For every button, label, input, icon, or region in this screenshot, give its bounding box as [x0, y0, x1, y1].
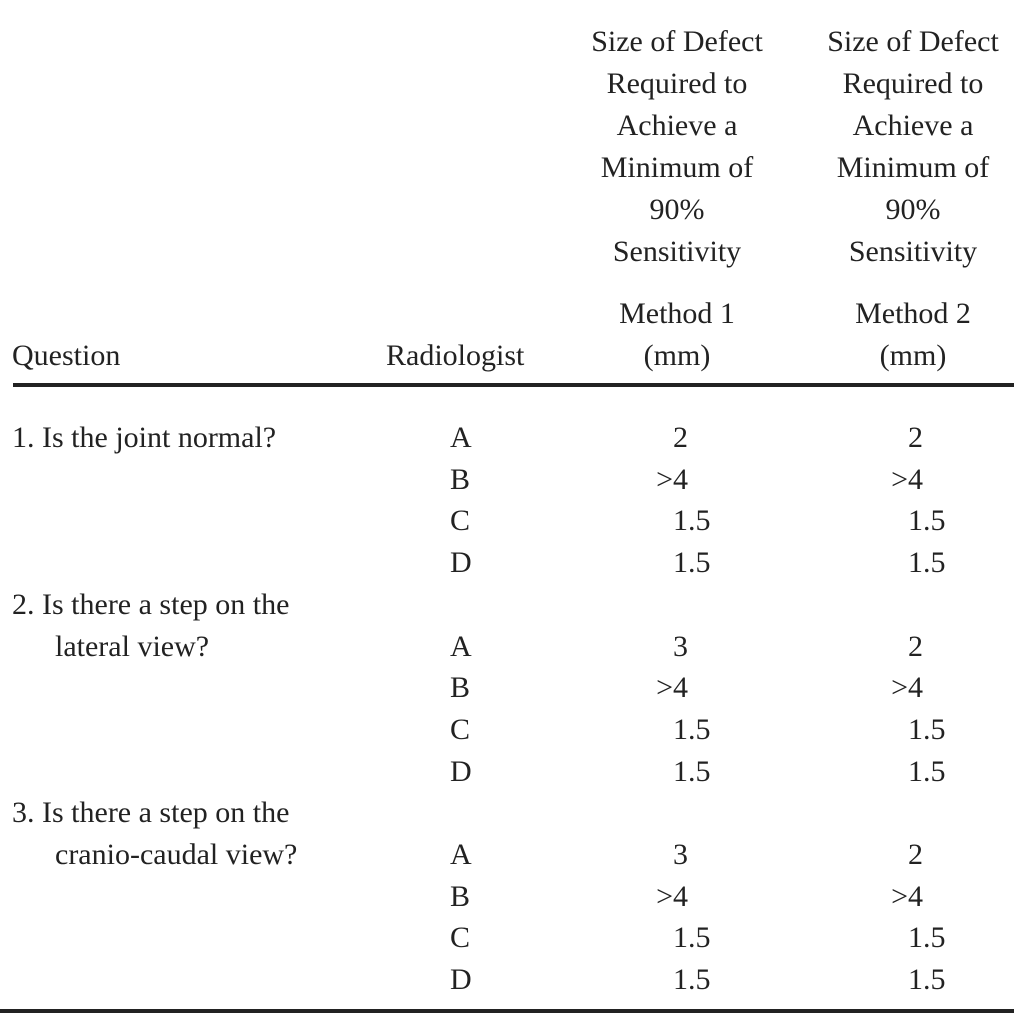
method1-value: 1.5 — [673, 504, 711, 538]
radiologist-cell: C — [450, 504, 471, 538]
method1-value: >4 — [656, 671, 688, 705]
method1-header-line: (mm) — [643, 339, 711, 372]
method1-value: >4 — [656, 462, 688, 496]
method1-group-header-line: Minimum of — [600, 151, 754, 184]
method2-value: >4 — [891, 462, 923, 496]
method2-value: 1.5 — [908, 963, 946, 997]
method1-group-header-line: 90% — [649, 193, 705, 226]
radiologist-cell: A — [450, 629, 472, 663]
method2-value: >4 — [891, 671, 923, 705]
method1-group-header-line: Achieve a — [616, 109, 738, 142]
question-text: lateral view? — [55, 629, 210, 663]
question-text: 1. Is the joint normal? — [12, 421, 277, 454]
method1-group-header-line: Sensitivity — [612, 235, 742, 268]
method2-group-header-line: Size of Defect — [827, 25, 999, 58]
method1-group-header-line: Size of Defect — [591, 25, 763, 58]
method1-value: 1.5 — [673, 546, 711, 580]
method1-value: 2 — [673, 421, 688, 454]
method1-value: 1.5 — [673, 712, 711, 746]
method2-value: 1.5 — [908, 546, 946, 580]
radiologist-cell: D — [450, 754, 472, 788]
radiologist-cell: C — [450, 921, 471, 955]
radiologist-cell: A — [450, 838, 472, 871]
method2-value: 2 — [908, 838, 923, 871]
method2-value: 1.5 — [908, 504, 946, 538]
method2-header-line: Method 2 — [855, 297, 971, 330]
bottom-rule — [0, 1009, 1014, 1013]
method2-value: 2 — [908, 629, 923, 663]
method1-value: 3 — [673, 629, 688, 663]
radiologist-cell: B — [450, 879, 471, 913]
method2-value: >4 — [891, 879, 923, 913]
question-text: 2. Is there a step on the — [12, 587, 290, 621]
method2-value: 1.5 — [908, 754, 946, 788]
method2-value: 2 — [908, 421, 923, 454]
question-text: 3. Is there a step on the — [12, 796, 290, 830]
radiologist-cell: A — [450, 421, 472, 454]
radiologist-cell: D — [450, 963, 472, 997]
radiologist-cell: C — [450, 712, 471, 746]
header-rule — [13, 383, 1014, 387]
method1-header-line: Method 1 — [619, 297, 735, 330]
method1-value: >4 — [656, 879, 688, 913]
method2-group-header-line: Achieve a — [852, 109, 974, 142]
method1-value: 1.5 — [673, 754, 711, 788]
question-text: cranio-caudal view? — [55, 838, 298, 871]
radiologist-cell: D — [450, 546, 472, 580]
method1-group-header-line: Required to — [606, 67, 748, 100]
method2-header-line: (mm) — [879, 339, 947, 372]
method2-value: 1.5 — [908, 921, 946, 955]
method2-group-header-line: Required to — [842, 67, 984, 100]
method1-value: 1.5 — [673, 921, 711, 955]
method1-value: 3 — [673, 838, 688, 871]
method2-group-header-line: Sensitivity — [848, 235, 978, 268]
header-radiologist: Radiologist — [386, 339, 525, 372]
method1-value: 1.5 — [673, 963, 711, 997]
header-question: Question — [12, 339, 121, 372]
radiologist-cell: B — [450, 671, 471, 705]
method2-value: 1.5 — [908, 712, 946, 746]
radiologist-cell: B — [450, 462, 471, 496]
method2-group-header-line: Minimum of — [836, 151, 990, 184]
method2-group-header-line: 90% — [885, 193, 941, 226]
